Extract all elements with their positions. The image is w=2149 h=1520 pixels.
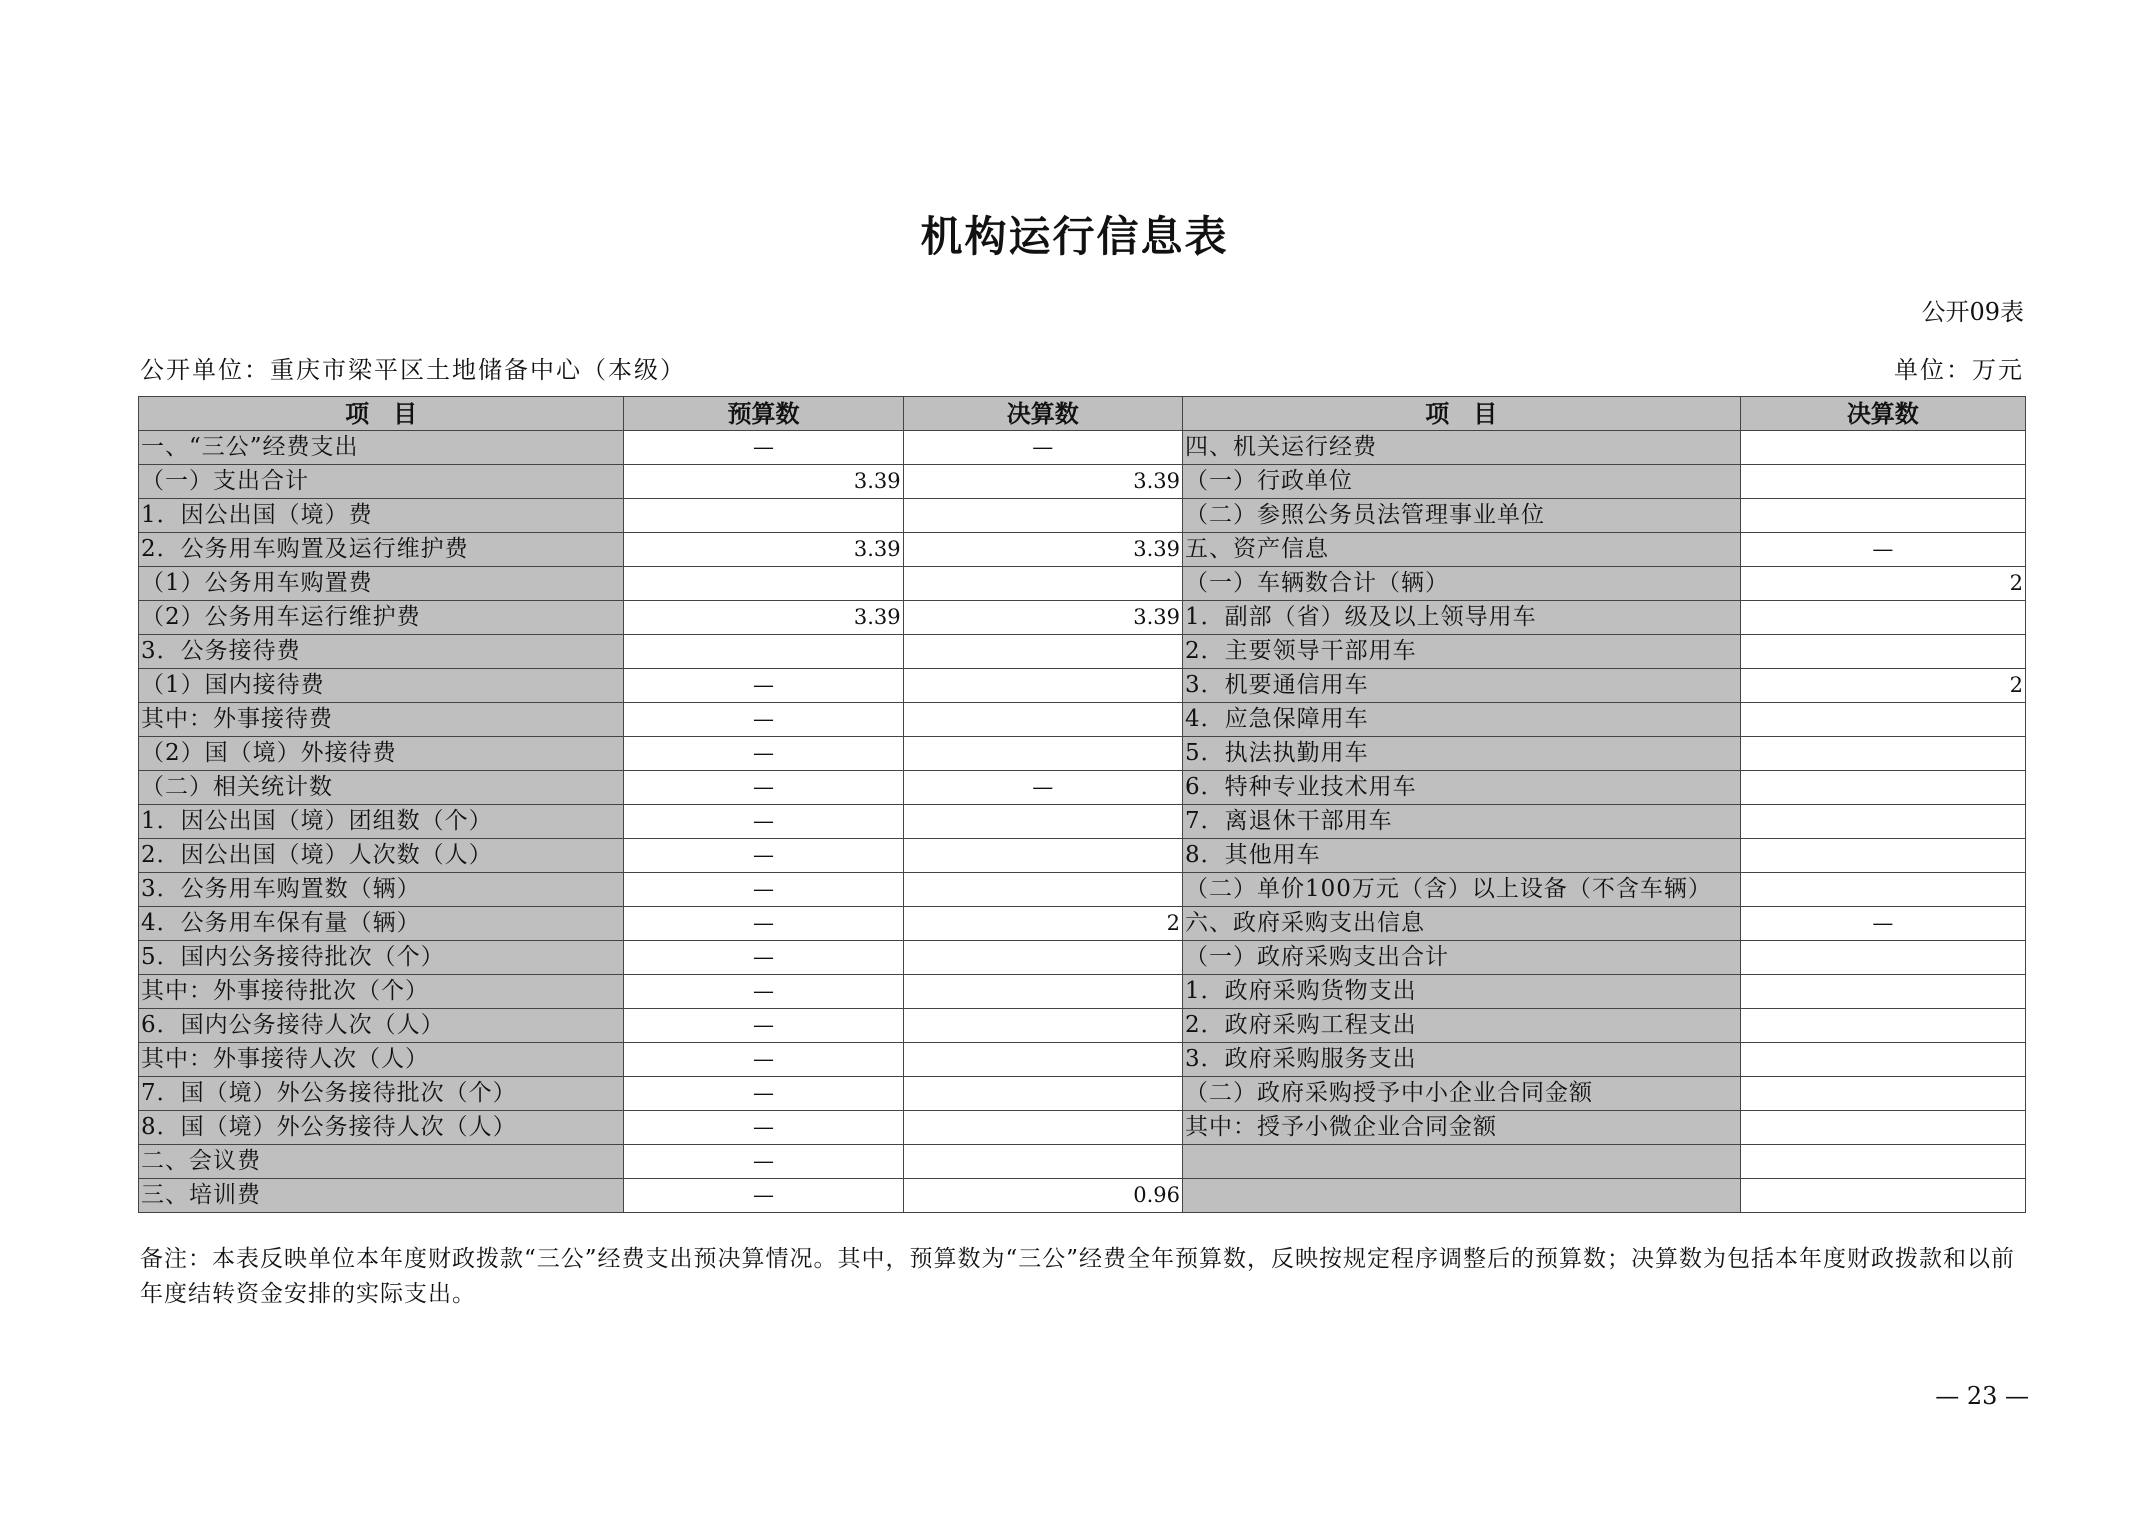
left-item-label: 1．因公出国（境）费: [139, 499, 624, 533]
budget-value: —: [624, 669, 903, 703]
actual-value-left: —: [903, 431, 1182, 465]
actual-value-right: 2: [1740, 669, 2025, 703]
table-row: [139, 839, 2026, 873]
left-item-label: （2）国（境）外接待费: [139, 737, 624, 771]
budget-value: [624, 635, 903, 669]
actual-value-left: 3.39: [903, 533, 1182, 567]
actual-value-left: [903, 567, 1182, 601]
left-item-label: 其中：外事接待人次（人）: [139, 1043, 624, 1077]
right-item-label: （二）参照公务员法管理事业单位: [1182, 499, 1740, 533]
table-row: [139, 907, 2026, 941]
actual-value-right: [1740, 941, 2025, 975]
right-item-label: 3．机要通信用车: [1182, 669, 1740, 703]
actual-value-left: [903, 873, 1182, 907]
budget-value: —: [624, 805, 903, 839]
budget-value: —: [624, 907, 903, 941]
actual-value-right: [1740, 975, 2025, 1009]
actual-value-right: 2: [1740, 567, 2025, 601]
actual-value-left: [903, 1043, 1182, 1077]
left-item-label: 3．公务接待费: [139, 635, 624, 669]
page-title: 机构运行信息表: [920, 212, 1229, 261]
table-row: [139, 771, 2026, 805]
right-item-label: （一）政府采购支出合计: [1182, 941, 1740, 975]
left-item-label: 5．国内公务接待批次（个）: [139, 941, 624, 975]
actual-value-right: [1740, 703, 2025, 737]
header-item-left: 项 目: [139, 397, 624, 431]
actual-value-left: 3.39: [903, 465, 1182, 499]
page-number: — 23 —: [1935, 1382, 2029, 1410]
budget-value: [624, 499, 903, 533]
right-item-label: （二）政府采购授予中小企业合同金额: [1182, 1077, 1740, 1111]
table-row: [139, 601, 2026, 635]
right-item-label: [1182, 1179, 1740, 1213]
table-row: [139, 1145, 2026, 1179]
actual-value-left: [903, 1009, 1182, 1043]
actual-value-right: [1740, 1043, 2025, 1077]
actual-value-left: [903, 499, 1182, 533]
table-row: [139, 465, 2026, 499]
actual-value-right: [1740, 635, 2025, 669]
actual-value-right: [1740, 1179, 2025, 1213]
right-item-label: 2．主要领导干部用车: [1182, 635, 1740, 669]
actual-value-left: [903, 669, 1182, 703]
left-item-label: 三、培训费: [139, 1179, 624, 1213]
right-item-label: 5．执法执勤用车: [1182, 737, 1740, 771]
left-item-label: 6．国内公务接待人次（人）: [139, 1009, 624, 1043]
header-actual-left: 决算数: [903, 397, 1182, 431]
actual-value-left: [903, 635, 1182, 669]
actual-value-left: —: [903, 771, 1182, 805]
actual-value-left: [903, 975, 1182, 1009]
actual-value-left: 3.39: [903, 601, 1182, 635]
budget-value: —: [624, 771, 903, 805]
right-item-label: 五、资产信息: [1182, 533, 1740, 567]
table-number: 公开09表: [1921, 298, 2024, 326]
actual-value-left: [903, 1111, 1182, 1145]
actual-value-right: —: [1740, 907, 2025, 941]
budget-value: [624, 567, 903, 601]
actual-value-left: [903, 737, 1182, 771]
actual-value-left: 0.96: [903, 1179, 1182, 1213]
info-table: [138, 396, 2026, 1213]
actual-value-right: [1740, 839, 2025, 873]
budget-value: —: [624, 431, 903, 465]
currency-unit: 单位：万元: [1894, 356, 2024, 384]
actual-value-right: [1740, 1009, 2025, 1043]
actual-value-right: [1740, 499, 2025, 533]
actual-value-right: [1740, 1111, 2025, 1145]
table-row: [139, 737, 2026, 771]
actual-value-right: [1740, 1077, 2025, 1111]
table-row: [139, 941, 2026, 975]
right-item-label: [1182, 1145, 1740, 1179]
budget-value: —: [624, 1043, 903, 1077]
budget-value: —: [624, 941, 903, 975]
left-item-label: 2．因公出国（境）人次数（人）: [139, 839, 624, 873]
table-row: [139, 1111, 2026, 1145]
actual-value-left: [903, 839, 1182, 873]
right-item-label: 其中：授予小微企业合同金额: [1182, 1111, 1740, 1145]
budget-value: —: [624, 1077, 903, 1111]
budget-value: 3.39: [624, 601, 903, 635]
right-item-label: 4．应急保障用车: [1182, 703, 1740, 737]
table-row: [139, 1077, 2026, 1111]
left-item-label: 7．国（境）外公务接待批次（个）: [139, 1077, 624, 1111]
budget-value: —: [624, 975, 903, 1009]
budget-value: 3.39: [624, 533, 903, 567]
right-item-label: （一）行政单位: [1182, 465, 1740, 499]
table-row: [139, 499, 2026, 533]
table-row: [139, 1009, 2026, 1043]
left-item-label: （1）国内接待费: [139, 669, 624, 703]
right-item-label: 2．政府采购工程支出: [1182, 1009, 1740, 1043]
actual-value-left: [903, 1145, 1182, 1179]
header-row: [139, 397, 2026, 431]
table-row: [139, 703, 2026, 737]
budget-value: —: [624, 873, 903, 907]
budget-value: —: [624, 1009, 903, 1043]
right-item-label: 1．副部（省）级及以上领导用车: [1182, 601, 1740, 635]
actual-value-right: [1740, 465, 2025, 499]
table-row: [139, 533, 2026, 567]
table-row: [139, 567, 2026, 601]
left-item-label: 一、“三公”经费支出: [139, 431, 624, 465]
left-item-label: 4．公务用车保有量（辆）: [139, 907, 624, 941]
right-item-label: （一）车辆数合计（辆）: [1182, 567, 1740, 601]
actual-value-right: [1740, 737, 2025, 771]
left-item-label: 1．因公出国（境）团组数（个）: [139, 805, 624, 839]
table-body: [139, 431, 2026, 1213]
actual-value-left: [903, 805, 1182, 839]
actual-value-right: [1740, 431, 2025, 465]
budget-value: —: [624, 703, 903, 737]
table-row: [139, 635, 2026, 669]
budget-value: —: [624, 1179, 903, 1213]
actual-value-right: —: [1740, 533, 2025, 567]
table-row: [139, 1043, 2026, 1077]
left-item-label: （2）公务用车运行维护费: [139, 601, 624, 635]
budget-value: —: [624, 737, 903, 771]
actual-value-left: 2: [903, 907, 1182, 941]
footnote: 备注：本表反映单位本年度财政拨款“三公”经费支出预决算情况。其中，预算数为“三公”经费全年预算数，反映按规定程序调整后的预算数；决算数为包括本年度财政拨款和以前年度结转资金安排的实际支出。: [140, 1246, 2016, 1307]
table-row: [139, 805, 2026, 839]
right-item-label: 六、政府采购支出信息: [1182, 907, 1740, 941]
left-item-label: 其中：外事接待批次（个）: [139, 975, 624, 1009]
table-row: [139, 1179, 2026, 1213]
left-item-label: 8．国（境）外公务接待人次（人）: [139, 1111, 624, 1145]
reporting-unit: 公开单位：重庆市梁平区土地储备中心（本级）: [140, 356, 686, 384]
table-row: [139, 873, 2026, 907]
budget-value: —: [624, 1111, 903, 1145]
right-item-label: 8．其他用车: [1182, 839, 1740, 873]
right-item-label: 6．特种专业技术用车: [1182, 771, 1740, 805]
actual-value-left: [903, 703, 1182, 737]
header-budget: 预算数: [624, 397, 903, 431]
left-item-label: 二、会议费: [139, 1145, 624, 1179]
header-actual-right: 决算数: [1740, 397, 2025, 431]
left-item-label: （二）相关统计数: [139, 771, 624, 805]
budget-value: —: [624, 839, 903, 873]
right-item-label: 3．政府采购服务支出: [1182, 1043, 1740, 1077]
left-item-label: 其中：外事接待费: [139, 703, 624, 737]
budget-value: —: [624, 1145, 903, 1179]
right-item-label: 7．离退休干部用车: [1182, 805, 1740, 839]
actual-value-right: [1740, 771, 2025, 805]
left-item-label: 3．公务用车购置数（辆）: [139, 873, 624, 907]
table-row: [139, 431, 2026, 465]
right-item-label: 四、机关运行经费: [1182, 431, 1740, 465]
right-item-label: （二）单价100万元（含）以上设备（不含车辆）: [1182, 873, 1740, 907]
actual-value-left: [903, 1077, 1182, 1111]
table-row: [139, 975, 2026, 1009]
header-item-right: 项 目: [1182, 397, 1740, 431]
right-item-label: 1．政府采购货物支出: [1182, 975, 1740, 1009]
actual-value-right: [1740, 601, 2025, 635]
actual-value-right: [1740, 873, 2025, 907]
budget-value: 3.39: [624, 465, 903, 499]
left-item-label: （1）公务用车购置费: [139, 567, 624, 601]
left-item-label: 2．公务用车购置及运行维护费: [139, 533, 624, 567]
actual-value-left: [903, 941, 1182, 975]
table-row: [139, 669, 2026, 703]
actual-value-right: [1740, 1145, 2025, 1179]
actual-value-right: [1740, 805, 2025, 839]
left-item-label: （一）支出合计: [139, 465, 624, 499]
